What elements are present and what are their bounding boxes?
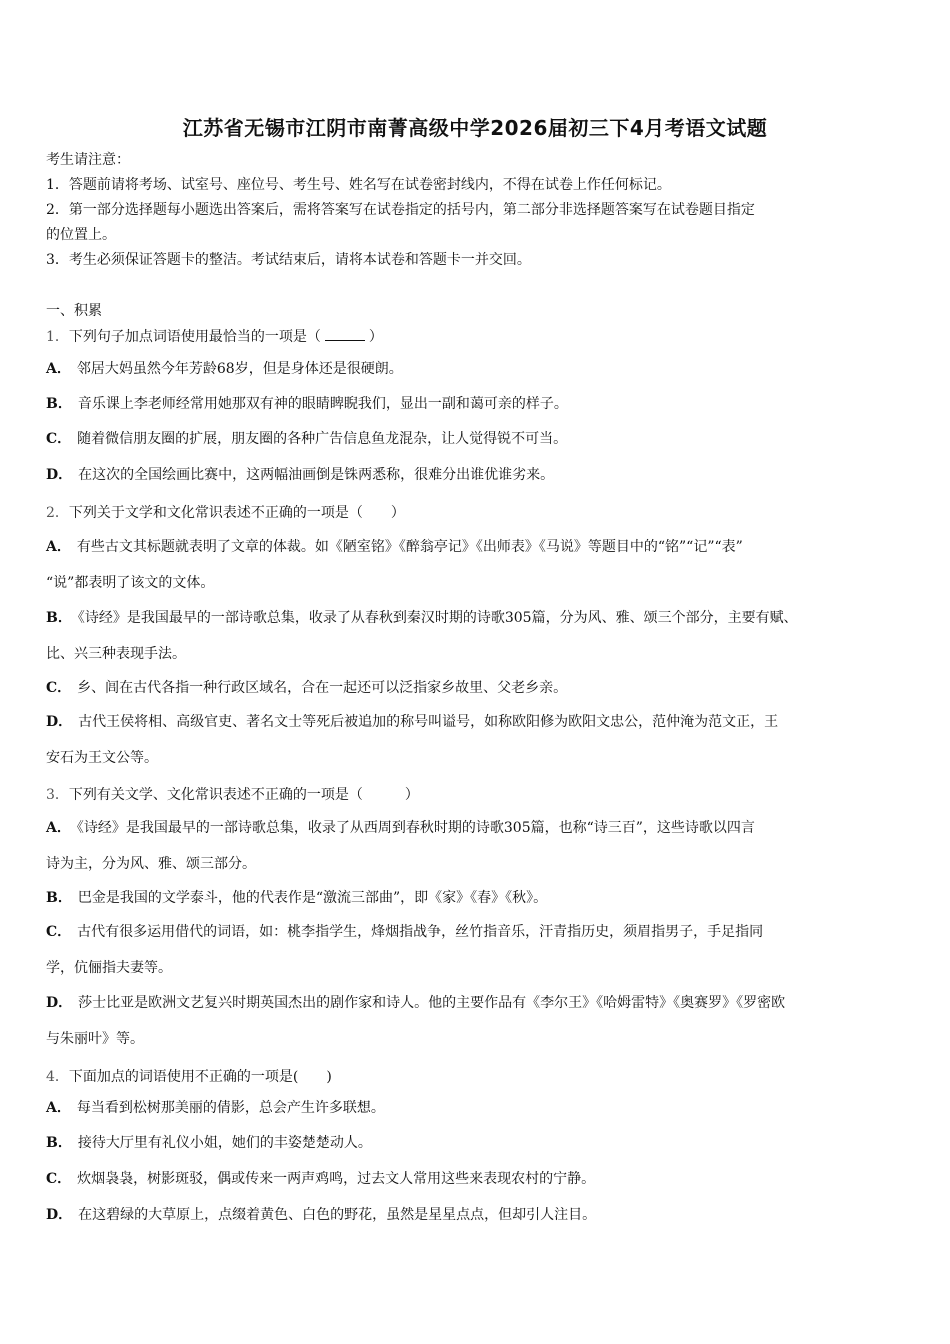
option: C． 炊烟袅袅，树影斑驳，偶或传来一两声鸡鸣，过去文人常用这些来表现农村的宁静。 <box>46 1171 596 1187</box>
notice-heading: 考生请注意： <box>46 152 130 168</box>
question-stem: 4．下面加点的词语使用不正确的一项是( ) <box>46 1069 332 1085</box>
option: C． 古代有很多运用借代的词语，如：桃李指学生，烽烟指战争，丝竹指音乐，汗青指历史，须眉指男子，手足指同 学，伉俪指夫妻等。 <box>46 924 764 976</box>
option: D． 莎士比亚是欧洲文艺复兴时期英国杰出的剧作家和诗人。他的主要作品有《李尔王》《哈姆雷特》《奥赛罗》《罗密欧 与朱丽叶》等。 <box>46 995 786 1047</box>
option: D． 在这次的全国绘画比赛中，这两幅油画倒是铢两悉称，很难分出谁优谁劣来。 <box>46 467 555 483</box>
option: A． 每当看到松树那美丽的倩影，总会产生许多联想。 <box>46 1100 385 1116</box>
option: B． 巴金是我国的文学泰斗，他的代表作是“激流三部曲”，即《家》《春》《秋》。 <box>46 890 548 906</box>
option: A． 《诗经》是我国最早的一部诗歌总集，收录了从西周到春秋时期的诗歌305篇，也称“诗三百”，这些诗歌以四言 诗为主，分为风、雅、颂三部分。 <box>46 820 755 872</box>
option: B． 《诗经》是我国最早的一部诗歌总集，收录了从春秋到秦汉时期的诗歌305篇，分为风、雅、颂三个部分，主要有赋、 比、兴三种表现手法。 <box>46 610 798 662</box>
option: A． 邻居大妈虽然今年芳龄68岁，但是身体还是很硬朗。 <box>46 361 403 377</box>
question-stem: 1．下列句子加点词语使用最恰当的一项是（ ） <box>46 329 383 345</box>
option: D． 在这碧绿的大草原上，点缀着黄色、白色的野花，虽然是星星点点，但却引人注目。 <box>46 1207 597 1223</box>
option: B． 音乐课上李老师经常用她那双有神的眼睛睥睨我们，显出一副和蔼可亲的样子。 <box>46 396 568 412</box>
option: B． 接待大厅里有礼仪小姐，她们的丰姿楚楚动人。 <box>46 1135 372 1151</box>
notice-item: 的位置上。 <box>46 227 116 243</box>
option: A． 有些古文其标题就表明了文章的体裁。如《陋室铭》《醉翁亭记》《出师表》《马说》等题目中的“铭”“记”“表” “说”都表明了该文的文体。 <box>46 539 743 591</box>
option: C． 乡、闾在古代各指一种行政区域名，合在一起还可以泛指家乡故里、父老乡亲。 <box>46 680 568 696</box>
option: D． 古代王侯将相、高级官吏、著名文士等死后被追加的称号叫谥号，如称欧阳修为欧阳文忠公，范仲淹为范文正，王 安石为王文公等。 <box>46 714 779 766</box>
notice-item: 2．第一部分选择题每小题选出答案后，需将答案写在试卷指定的括号内，第二部分非选择题答案写在试卷题目指定 <box>46 202 755 218</box>
question-stem: 2．下列关于文学和文化常识表述不正确的一项是（ ） <box>46 505 405 521</box>
notice-item: 3．考生必须保证答题卡的整洁。考试结束后，请将本试卷和答题卡一并交回。 <box>46 252 531 268</box>
notice-block <box>46 148 916 273</box>
question-stem: 3．下列有关文学、文化常识表述不正确的一项是（ ） <box>46 787 419 803</box>
notice-item: 1．答题前请将考场、试室号、座位号、考生号、姓名写在试卷密封线内，不得在试卷上作任何标记。 <box>46 177 671 193</box>
section-heading: 一、积累 <box>46 303 102 319</box>
option: C． 随着微信朋友圈的扩展，朋友圈的各种广告信息鱼龙混杂，让人觉得锐不可当。 <box>46 431 568 447</box>
page-title: 江苏省无锡市江阴市南菁高级中学2026届初三下4月考语文试题 <box>182 116 768 140</box>
answer-blank <box>325 340 365 341</box>
